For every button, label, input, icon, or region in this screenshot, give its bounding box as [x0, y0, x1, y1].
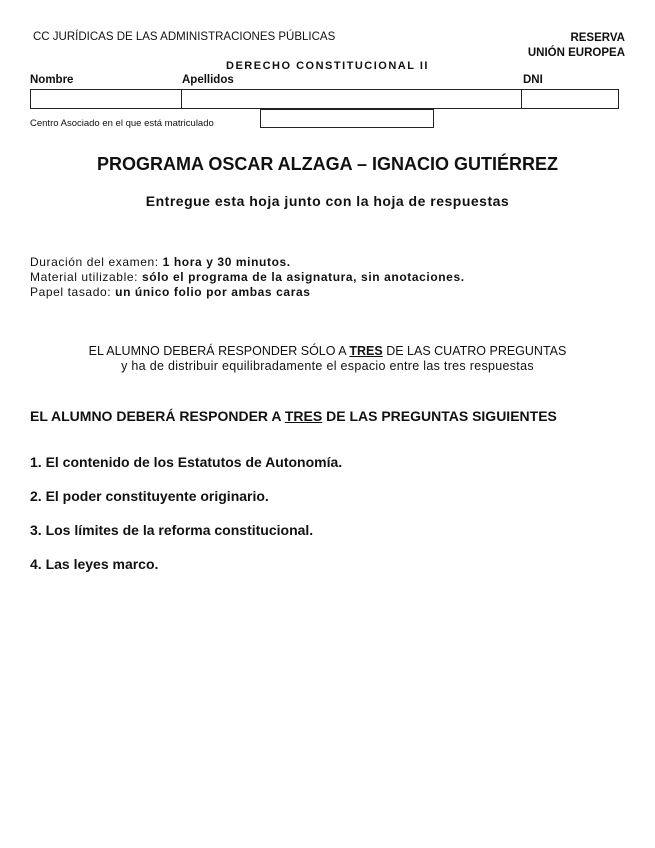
notice-pre: EL ALUMNO DEBERÁ RESPONDER SÓLO A	[88, 344, 346, 358]
name-label: Nombre	[30, 74, 74, 86]
institution-header: CC JURÍDICAS DE LAS ADMINISTRACIONES PÚBLICAS	[33, 31, 336, 43]
centre-field[interactable]	[260, 109, 434, 128]
question-4: 4. Las leyes marco.	[30, 556, 159, 572]
surname-label: Apellidos	[182, 74, 234, 86]
question-2: 2. El poder constituyente originario.	[30, 488, 269, 504]
material-value: sólo el programa de la asignatura, sin anotaciones.	[141, 270, 465, 284]
program-title: PROGRAMA OSCAR ALZAGA – IGNACIO GUTIÉRREZ	[96, 154, 558, 174]
name-field[interactable]	[30, 89, 182, 109]
notice-post: DE LAS CUATRO PREGUNTAS	[386, 344, 567, 358]
duration-value: 1 hora y 30 minutos.	[162, 255, 291, 269]
dni-label: DNI	[523, 74, 543, 86]
reserve-header	[528, 31, 625, 61]
heading-pre: EL ALUMNO DEBERÁ RESPONDER A	[30, 408, 281, 424]
centre-label: Centro Asociado en el que está matriculado	[30, 118, 214, 129]
dni-field[interactable]	[521, 89, 619, 109]
questions-heading	[30, 408, 557, 424]
notice-line-1	[0, 344, 655, 358]
question-1: 1. El contenido de los Estatutos de Autonomía.	[30, 454, 343, 470]
notice-line-2: y ha de distribuir equilibradamente el espacio entre las tres respuestas	[121, 359, 534, 373]
heading-emph: TRES	[284, 408, 323, 424]
duration-line	[30, 255, 291, 269]
paper-value: un único folio por ambas caras	[115, 285, 311, 299]
notice-emph: TRES	[349, 344, 383, 358]
material-label: Material utilizable:	[30, 270, 139, 284]
question-3: 3. Los límites de la reforma constitucional.	[30, 522, 314, 538]
reserve-label: RESERVA	[570, 32, 625, 44]
material-line	[30, 270, 465, 284]
paper-label: Papel tasado:	[30, 285, 112, 299]
surname-field[interactable]	[181, 89, 522, 109]
heading-post: DE LAS PREGUNTAS SIGUIENTES	[326, 408, 557, 424]
instructions-subtitle: Entregue esta hoja junto con la hoja de respuestas	[145, 193, 510, 209]
paper-line	[30, 285, 311, 299]
region-label: UNIÓN EUROPEA	[527, 47, 625, 59]
subject-title: DERECHO CONSTITUCIONAL II	[226, 60, 429, 72]
duration-label: Duración del examen:	[30, 255, 159, 269]
